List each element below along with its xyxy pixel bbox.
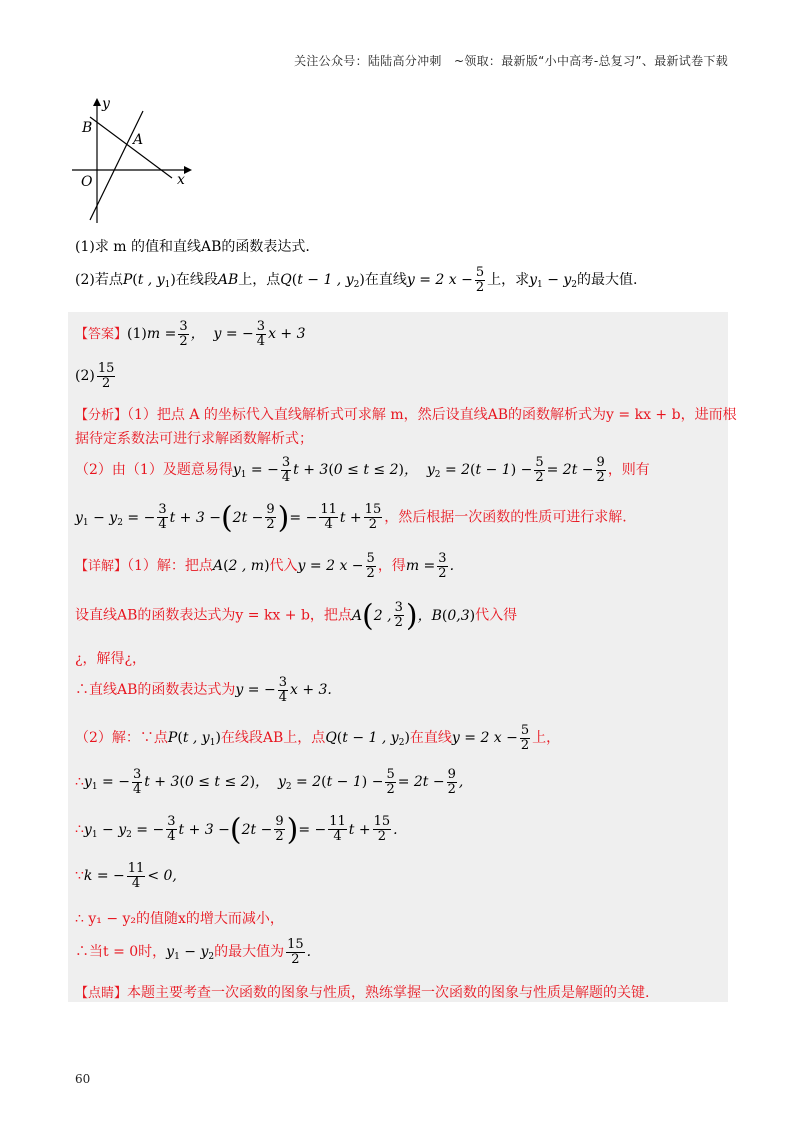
- coordinate-figure: [70, 95, 195, 225]
- comment-line: 【点睛】本题主要考查一次函数的图象与性质，熟练掌握一次函数的图象与性质是解题的关键.: [75, 985, 650, 1001]
- detail-line-9: ∴ y₁ − y₂的值随x的增大而减小，: [75, 911, 284, 927]
- page-number: 60: [75, 1072, 91, 1086]
- detail-line-8: ∵k = − $\frac{11}{4}$ < 0,: [75, 861, 177, 891]
- detail-line-2: 设直线AB的函数表达式为y = kx + b，把点A(2 , $\frac{3}{2}$ )，B(0,3)代入得: [75, 598, 518, 633]
- detail-line-4: ∴直线AB的函数表达式为y = − $\frac{3}{4}$ x + 3.: [75, 675, 332, 705]
- detail-line-1: 【详解】（1）解：把点A(2 , m)代入y = 2 x − $\frac{5}{2}$ ，得m = $\frac{3}{2}$ .: [75, 551, 455, 581]
- detail-line-3: ¿，解得¿，: [75, 651, 147, 667]
- page-header: 关注公众号：陆陆高分冲刺 ~领取：最新版“小中高考-总复习”、最新试卷下载: [294, 54, 728, 68]
- detail-line-6: $\therefore y_1$ = − $\frac{3}{4}$ t + 3(0 ≤ t ≤ 2)， $y_2 = 2(t - 1)$ − $\frac{5}{2}$ = 2t − $\frac{9}{2}$ ,: [75, 767, 464, 797]
- detail-line-10: ∴当t = 0时，$y_1 - y_2$的最大值为 $\frac{15}{2}$ .: [75, 937, 312, 967]
- answer-line-2: (2) $\frac{15}{2}$: [75, 361, 115, 391]
- question-2: (2)若点P(t , $y_1$)在线段AB上，点Q(t − 1 , $y_2$)在直线y = 2 x − $\frac{5}{2}$ 上，求$y_1 - y_2$的最大值.: [75, 265, 638, 295]
- y-axis-arrow: [93, 98, 101, 106]
- answer-line-1: 【答案】(1)m = $\frac{3}{2}$ ， y = − $\frac{3}{4}$ x + 3: [75, 319, 306, 349]
- detail-line-7: $\therefore y_1 - y_2$ = − $\frac{3}{4}$ t + 3 −(2t − $\frac{9}{2}$ )= − $\frac{11}{4}$ t + $\frac{15}{2}$ .: [75, 812, 398, 847]
- label-x: x: [177, 172, 185, 188]
- question-1: (1)求 m 的值和直线AB的函数表达式.: [75, 239, 310, 255]
- analysis-line-3: （2）由（1）及题意易得$y_1$ = − $\frac{3}{4}$ t + 3(0 ≤ t ≤ 2)， $y_2 = 2(t - 1)$ − $\frac{5}{2}$ = 2t − $\frac{9}{2}$ ，则有: [75, 455, 650, 485]
- analysis-line-4: $y_1 - y_2$ = − $\frac{3}{4}$ t + 3 −(2t − $\frac{9}{2}$ )= − $\frac{11}{4}$ t + $\frac{15}{2}$ ，然后根据一次函数的性质可进行求解.: [75, 500, 627, 535]
- label-o: O: [81, 174, 93, 190]
- detail-line-5: （2）解：∵点P(t , $y_1$)在线段AB上，点Q(t − 1 , $y_2$)在直线y = 2 x − $\frac{5}{2}$ 上，: [75, 723, 561, 753]
- label-y: y: [102, 96, 110, 112]
- x-axis-arrow: [184, 166, 192, 174]
- analysis-line-1: 【分析】（1）把点 A 的坐标代入直线解析式可求解 m，然后设直线AB的函数解析式为y = kx + b，进而根: [75, 407, 737, 423]
- analysis-line-2: 据待定系数法可进行求解函数解析式；: [75, 431, 313, 447]
- line-ab: [90, 117, 172, 178]
- label-b: B: [82, 120, 93, 136]
- line-second: [90, 111, 143, 220]
- label-a: A: [133, 132, 144, 148]
